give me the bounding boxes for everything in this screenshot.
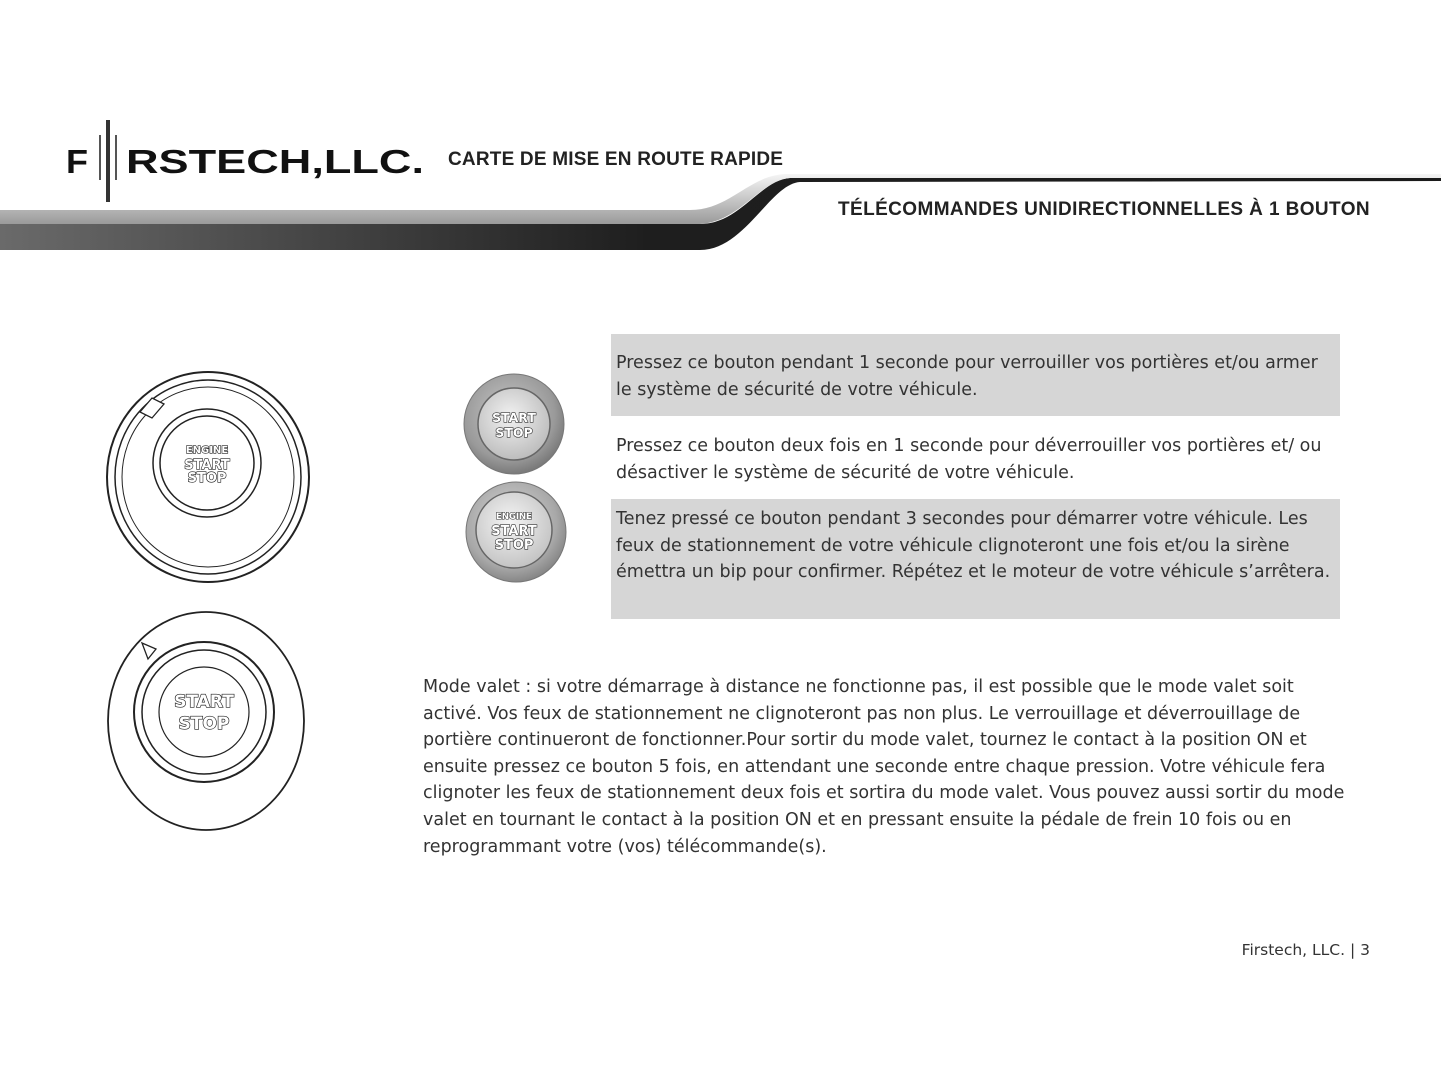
start-stop-button-icon — [461, 372, 567, 476]
remote-1-label-line-2: START — [184, 458, 230, 473]
button-2-label-line-1: ENGINE — [496, 512, 532, 522]
remote-2-label-line-1: START — [174, 692, 234, 712]
instruction-unlock: Pressez ce bouton deux fois en 1 seconde pour déverrouiller vos portières et/ ou désactiver le système de sécurité de votre véhicule. — [616, 436, 1322, 483]
button-2-label-line-2: START — [491, 524, 537, 539]
page-title: CARTE DE MISE EN ROUTE RAPIDE — [448, 149, 784, 170]
instruction-lock: Pressez ce bouton pendant 1 seconde pour verrouiller vos portières et/ou armer le système de sécurité de votre véhicule. — [611, 334, 1340, 416]
page-footer: Firstech, LLC. | 3 — [1241, 941, 1370, 959]
logo-letter-f: F — [66, 143, 88, 180]
remote-1-label-line-3: STOP — [187, 471, 227, 486]
remote-1-label-line-1: ENGINE — [185, 445, 229, 456]
button-1-label-line-1: START — [492, 410, 536, 425]
button-2-label-line-3: STOP — [494, 538, 534, 553]
valet-mode-paragraph: Mode valet : si votre démarrage à distance ne fonctionne pas, il est possible que le mode valet soit activé. Vos feux de stationnement ne clignoteront pas non plus. Le verrouillage et déverrouillage de portière continueront de fonctionner.Pour sortir du mode valet, tournez le contact à la position ON et ensuite pressez ce bouton 5 fois, en attendant une seconde entre chaque pression. Votre véhicule fera clignoter les feux de stationnement deux fois et sortira du mode valet. Vous pouvez aussi sortir du mode valet en tournant le contact à la position ON et en pressant ensuite la pédale de frein 10 fois ou en reprogrammant votre (vos) télécommande(s). — [423, 677, 1345, 857]
page-subtitle: TÉLÉCOMMANDES UNIDIRECTIONNELLES À 1 BOUTON — [838, 199, 1370, 220]
instruction-remote-start: Tenez pressé ce bouton pendant 3 secondes pour démarrer votre véhicule. Les feux de stationnement de votre véhicule clignoteront une fois et/ou la sirène émettra un bip pour confirmer. Répétez et le moteur de votre véhicule s’arrêtera. — [611, 499, 1340, 619]
remote-round-engine-start-stop — [104, 368, 312, 586]
remote-2-label-line-2: STOP — [178, 714, 230, 734]
engine-start-stop-button-icon — [463, 479, 569, 585]
logo-wordmark: RSTECH,LLC. — [126, 143, 424, 180]
button-1-label-line-2: STOP — [495, 425, 533, 440]
remote-round-start-stop — [104, 609, 308, 833]
